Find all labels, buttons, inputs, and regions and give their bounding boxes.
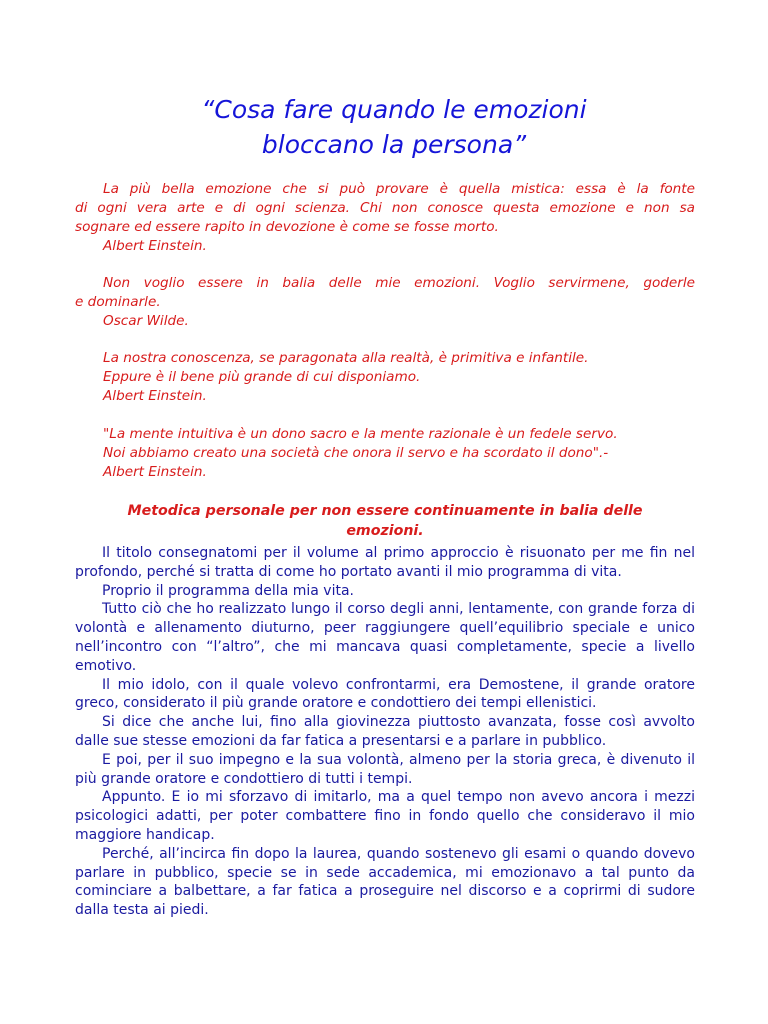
- quote-author: Albert Einstein.: [103, 388, 207, 404]
- body-paragraph: E poi, per il suo impegno e la sua volontà, almeno per la storia greca, è divenuto il più grande oratore e condottiero di tutti i tempi.: [75, 751, 695, 787]
- body-paragraph: Il mio idolo, con il quale volevo confrontarmi, era Demostene, il grande oratore greco, considerato il più grande oratore e condottiero dei tempi ellenistici.: [75, 676, 695, 712]
- section-heading: [75, 501, 695, 541]
- body-paragraph: Appunto. E io mi sforzavo di imitarlo, ma a quel tempo non avevo ancora i mezzi psicologici adatti, per poter combattere fino in fondo quello che consideravo il mio maggiore handicap.: [75, 789, 695, 843]
- quote-line: Noi abbiamo creato una società che onora il servo e ha scordato il dono".-: [103, 445, 609, 461]
- body-text: [75, 544, 695, 920]
- body-paragraph: Si dice che anche lui, fino alla giovinezza piuttosto avanzata, fosse così avvolto dalle sue stesse emozioni da far fatica a presentarsi e a parlare in pubblico.: [75, 714, 695, 749]
- quote-einstein-1: [75, 180, 695, 256]
- quote-line: La nostra conoscenza, se paragonata alla realtà, è primitiva e infantile.: [103, 350, 589, 366]
- document-title: [0, 92, 768, 162]
- title-line-2: bloccano la persona”: [261, 130, 527, 159]
- quote-author: Albert Einstein.: [103, 464, 207, 480]
- body-paragraph: Tutto ciò che ho realizzato lungo il corso degli anni, lentamente, con grande forza di volontà e allenamento diuturno, peer raggiungere quell’equilibrio speciale e unico nell’incontro con “l’altro”, che mi mancava quasi completamente, specie a livello emotivo.: [75, 601, 695, 674]
- quote-einstein-3: [75, 425, 695, 482]
- quote-line: Eppure è il bene più grande di cui disponiamo.: [103, 369, 421, 385]
- quote-line: "La mente intuitiva è un dono sacro e la mente razionale è un fedele servo.: [103, 426, 618, 442]
- section-heading-line-1: Metodica personale per non essere continuamente in balia delle: [127, 503, 643, 519]
- quote-line: La più bella emozione che si può provare è quella mistica: essa è la fonte: [103, 181, 695, 197]
- section-heading-line-2: emozioni.: [346, 523, 424, 539]
- quote-line: sognare ed essere rapito in devozione è come se fosse morto.: [75, 219, 499, 235]
- quote-author: Albert Einstein.: [103, 238, 207, 254]
- quote-author: Oscar Wilde.: [103, 313, 189, 329]
- body-paragraph: Perché, all’incirca fin dopo la laurea, quando sostenevo gli esami o quando dovevo parlare in pubblico, specie se in sede accademica, mi emozionavo a tal punto da cominciare a balbettare, a far fatica a proseguire nel discorso e a coprirmi di sudore dalla testa ai piedi.: [75, 845, 695, 919]
- quote-line: e dominarle.: [75, 294, 161, 310]
- quote-einstein-2: [75, 349, 695, 406]
- quote-line: di ogni vera arte e di ogni scienza. Chi non conosce questa emozione e non sa: [75, 200, 695, 216]
- quote-wilde: [75, 274, 695, 331]
- body-paragraph: Proprio il programma della mia vita.: [102, 582, 354, 599]
- quote-line: Non voglio essere in balia delle mie emozioni. Voglio servirmene, goderle: [103, 275, 695, 291]
- title-line-1: “Cosa fare quando le emozioni: [201, 95, 587, 124]
- body-paragraph: Il titolo consegnatomi per il volume al primo approccio è risuonato per me fin nel profondo, perché si tratta di come ho portato avanti il mio programma di vita.: [75, 545, 695, 580]
